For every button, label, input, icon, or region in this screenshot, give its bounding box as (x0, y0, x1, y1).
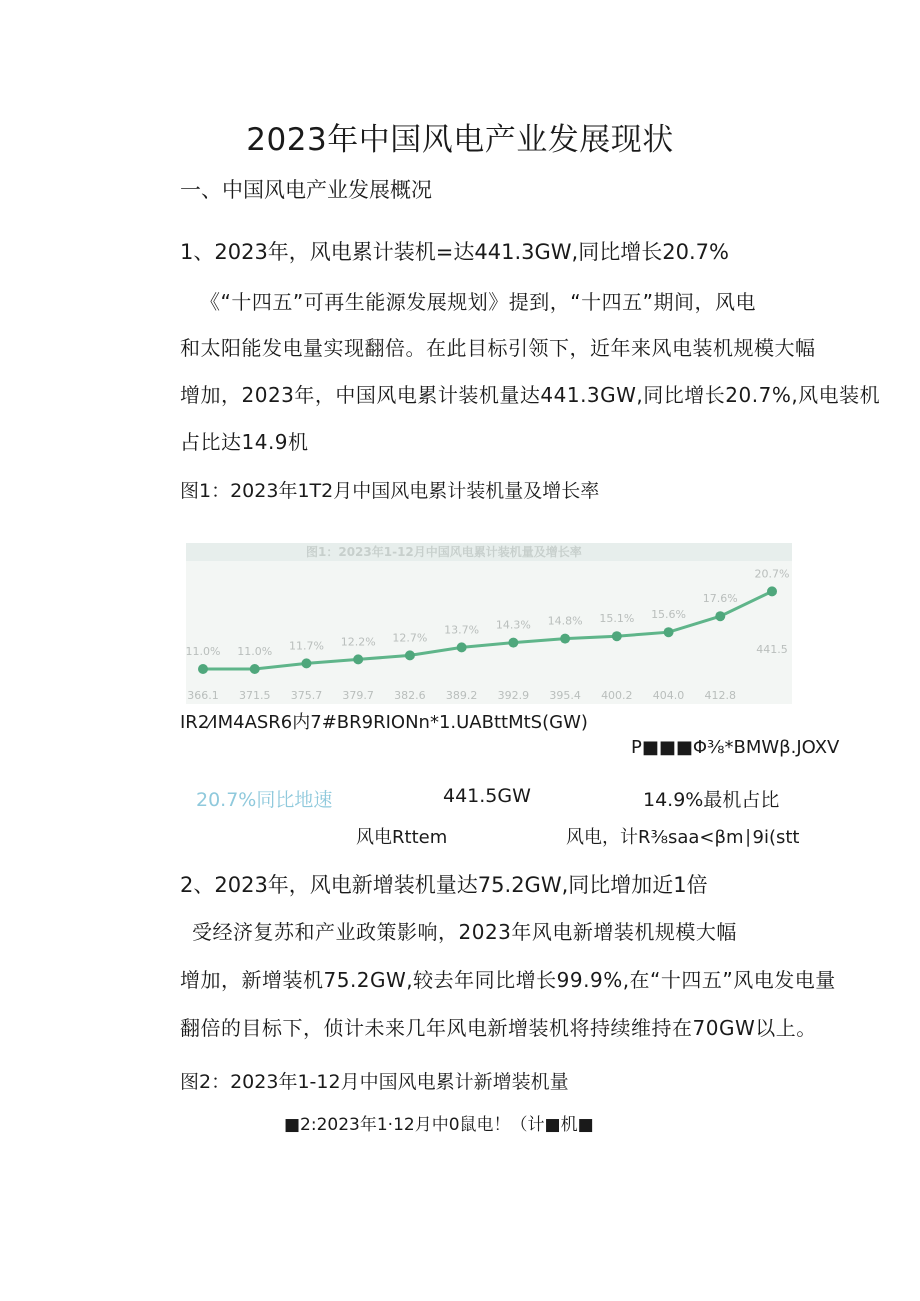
capacity-data-label: 371.5 (238, 689, 271, 702)
capacity-data-label: 404.0 (652, 689, 685, 702)
point2-heading: 2、2023年，风电新增装机量达75.2GW,同比增加近1倍 (180, 873, 708, 897)
capacity-data-label: 379.7 (342, 689, 374, 702)
para2-line3: 翻倍的目标下，侦计未来几年风电新增装机将持续维持在70GW以上。 (180, 1016, 817, 1040)
capacity-data-label: 382.6 (394, 689, 426, 702)
growth-data-label: 12.7% (392, 631, 428, 645)
para1-line4: 占比达14.9机 (180, 430, 309, 454)
stat-growth-rate: 20.7%同比地速 (196, 789, 333, 811)
growth-data-label: 15.6% (651, 608, 687, 622)
growth-point (250, 664, 260, 674)
chart-svg (186, 543, 792, 704)
growth-data-label: 14.8% (547, 614, 583, 628)
section-heading-overview: 一、中国风电产业发展概况 (180, 178, 432, 202)
growth-data-label: 11.0% (237, 645, 273, 658)
growth-data-label: 20.7% (754, 567, 790, 581)
capacity-data-label: 412.8 (704, 689, 737, 702)
figure2-subtitle: ■2:2023年1·12月中0鼠电！（计■机■ (284, 1115, 594, 1135)
capacity-data-label: 392.9 (497, 689, 530, 702)
page-title: 2023年中国风电产业发展现状 (246, 122, 674, 158)
chart-title: 图1：2023年1-12月中国风电累计装机量及增长率 (306, 545, 582, 559)
growth-data-label: 17.6% (702, 592, 738, 606)
growth-point (301, 658, 311, 668)
capacity-data-label: 366.1 (187, 689, 219, 702)
garbled-line-2: P■■■Φ⅜*BMWβ.JOXV (631, 737, 840, 758)
growth-point (715, 611, 725, 621)
growth-data-label: 11.0% (186, 645, 221, 658)
garbled-line-1: IR2⁄IM4ASR6内7#BR9RIONn*1.UABttMtS(GW) (180, 712, 588, 733)
stat-capacity: 441.5GW (443, 785, 531, 807)
para2-line1: 受经济复苏和产业政策影响，2023年风电新增装机规模大幅 (192, 920, 737, 944)
growth-data-label: 15.1% (599, 612, 635, 626)
growth-point (664, 627, 674, 637)
figure1-chart (186, 543, 792, 704)
growth-point (612, 631, 622, 641)
capacity-data-label: 441.5 (756, 643, 788, 656)
growth-point (508, 638, 518, 648)
growth-point (767, 586, 777, 596)
stat-share: 14.9%最机占比 (643, 789, 780, 811)
growth-point (457, 642, 467, 652)
capacity-data-label: 400.2 (601, 689, 633, 702)
figure2-caption: 图2：2023年1-12月中国风电累计新增装机量 (180, 1071, 569, 1093)
growth-point (560, 634, 570, 644)
para1-line3: 增加，2023年，中国风电累计装机量达441.3GW,同比增长20.7%,风电装机 (180, 383, 881, 407)
para2-line2: 增加，新增装机75.2GW,较去年同比增长99.9%,在“十四五”风电发电量 (180, 968, 836, 992)
point1-heading: 1、2023年，风电累计装机=达441.3GW,同比增长20.7% (180, 240, 729, 264)
stat-label-2: 风电，计R⅜saa<βm∣9i(stt (566, 827, 800, 848)
capacity-data-label: 375.7 (290, 689, 323, 702)
para1-line1: 《“十四五”可再生能源发展规划》提到，“十四五”期间，风电 (200, 290, 756, 314)
stat-label-1: 风电Rttem (356, 827, 448, 848)
growth-data-label: 12.2% (340, 635, 376, 649)
growth-point (405, 650, 415, 660)
growth-data-label: 11.7% (288, 639, 324, 653)
growth-data-label: 13.7% (444, 623, 480, 637)
capacity-data-label: 395.4 (549, 689, 581, 702)
figure1-caption: 图1：2023年1T2月中国风电累计装机量及增长率 (180, 480, 600, 502)
growth-data-label: 14.3% (495, 618, 531, 632)
growth-point (353, 654, 363, 664)
para1-line2: 和太阳能发电量实现翻倍。在此目标引领下，近年来风电装机规模大幅 (180, 336, 816, 360)
capacity-data-label: 389.2 (445, 689, 478, 702)
growth-point (198, 664, 208, 674)
